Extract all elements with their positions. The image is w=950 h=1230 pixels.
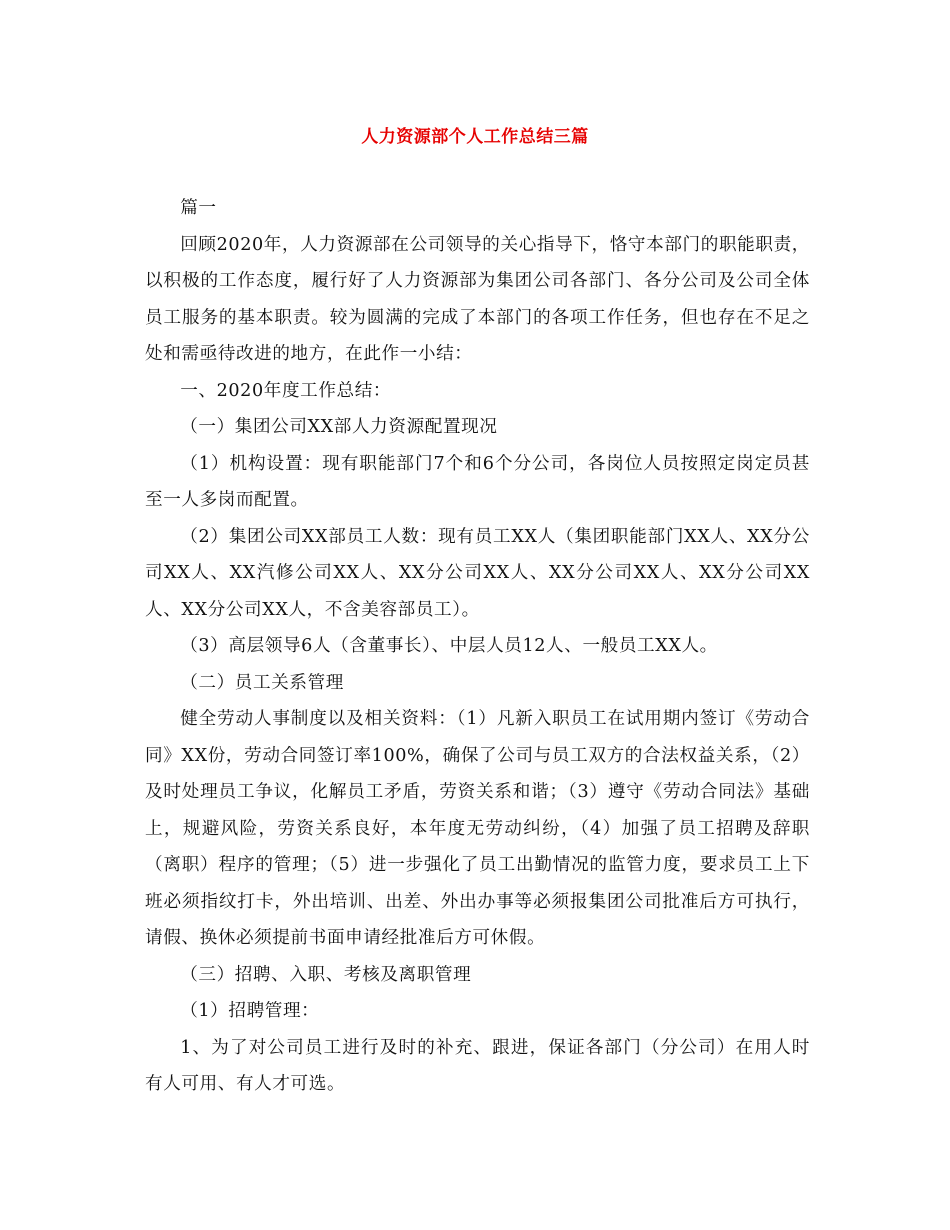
paragraph: （2）集团公司XX部员工人数：现有员工XX人（集团职能部门XX人、XX分公司XX人、XX汽修公司XX人、XX分公司XX人、XX分公司XX人、XX分公司XX人、XX分公司XX人，不含美容部员工）。 [145, 526, 810, 620]
document-title: 人力资源部个人工作总结三篇 [361, 127, 589, 147]
paragraph: （1）机构设置：现有职能部门7个和6个分公司，各岗位人员按照定岗定员甚至一人多岗而配置。 [145, 453, 810, 510]
paragraph: （1）招聘管理： [180, 1001, 320, 1021]
subsection-heading: （一）集团公司XX部人力资源配置现况 [180, 417, 498, 437]
document-body [145, 190, 810, 1103]
paragraph: 健全劳动人事制度以及相关资料：（1）凡新入职员工在试用期内签订《劳动合同》XX份，劳动合同签订率100%，确保了公司与员工双方的合法权益关系，（2）及时处理员工争议，化解员工矛盾，劳资关系和谐；（3）遵守《劳动合同法》基础上，规避风险，劳资关系良好，本年度无劳动纠纷，（4）加强了员工招聘及辞职（离职）程序的管理；（5）进一步强化了员工出勤情况的监管力度，要求员工上下班必须指纹打卡，外出培训、出差、外出办事等必须报集团公司批准后方可执行，请假、换休必须提前书面申请经批准后方可休假。 [145, 709, 810, 948]
subsection-heading: （三）招聘、入职、考核及离职管理 [180, 964, 472, 985]
paragraph: （3）高层领导6人（含董事长）、中层人员12人、一般员工XX人。 [180, 636, 718, 656]
subsection-heading: 一、2020年度工作总结： [180, 380, 392, 401]
section-heading: 篇一 [180, 198, 217, 218]
paragraph: 回顾2020年，人力资源部在公司领导的关心指导下，恪守本部门的职能职责，以积极的工作态度，履行好了人力资源部为集团公司各部门、各分公司及公司全体员工服务的基本职责。较为圆满的完成了本部门的各项工作任务，但也存在不足之处和需亟待改进的地方，在此作一小结： [145, 234, 810, 364]
subsection-heading: （二）员工关系管理 [180, 672, 344, 693]
paragraph: 1、为了对公司员工进行及时的补充、跟进，保证各部门（分公司）在用人时有人可用、有人才可选。 [145, 1037, 810, 1094]
